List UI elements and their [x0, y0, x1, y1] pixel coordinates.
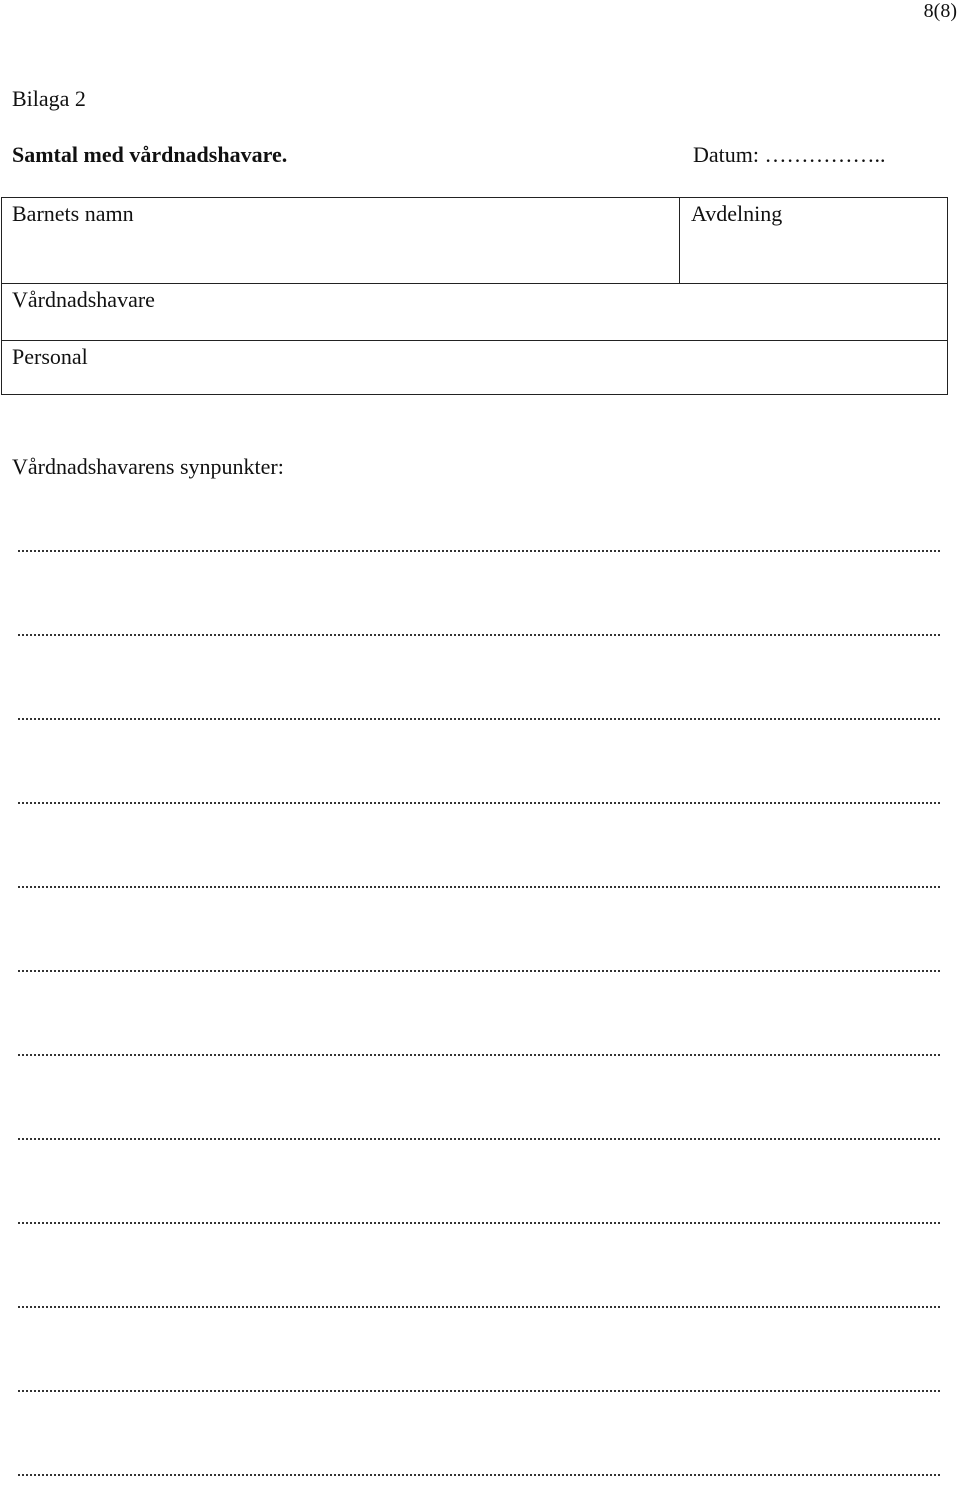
- writing-line[interactable]: [18, 1054, 940, 1056]
- table-row-staff: [2, 340, 947, 394]
- writing-line[interactable]: [18, 1138, 940, 1140]
- date-field[interactable]: Datum: ……………..: [693, 142, 886, 167]
- guardian-field[interactable]: [2, 284, 947, 340]
- form-heading: Samtal med vårdnadshavare.: [12, 142, 288, 167]
- guardian-label: Vårdnadshavare: [12, 287, 155, 312]
- writing-line[interactable]: [18, 1390, 940, 1392]
- writing-line[interactable]: [18, 718, 940, 720]
- department-field[interactable]: [680, 198, 947, 283]
- writing-line[interactable]: [18, 970, 940, 972]
- table-row-child: [2, 198, 947, 283]
- annex-label: Bilaga 2: [12, 86, 86, 111]
- page-number: 8(8): [923, 0, 957, 22]
- writing-line[interactable]: [18, 550, 940, 552]
- views-label: Vårdnadshavarens synpunkter:: [12, 454, 284, 479]
- info-table: [1, 197, 948, 395]
- writing-line[interactable]: [18, 1306, 940, 1308]
- department-label: Avdelning: [691, 201, 783, 226]
- child-name-field[interactable]: [2, 198, 680, 283]
- staff-field[interactable]: [2, 341, 947, 394]
- writing-line[interactable]: [18, 802, 940, 804]
- writing-line[interactable]: [18, 1222, 940, 1224]
- writing-line[interactable]: [18, 634, 940, 636]
- staff-label: Personal: [12, 344, 88, 369]
- table-row-guardian: [2, 283, 947, 340]
- writing-line[interactable]: [18, 886, 940, 888]
- child-name-label: Barnets namn: [12, 201, 134, 226]
- writing-line[interactable]: [18, 1474, 940, 1476]
